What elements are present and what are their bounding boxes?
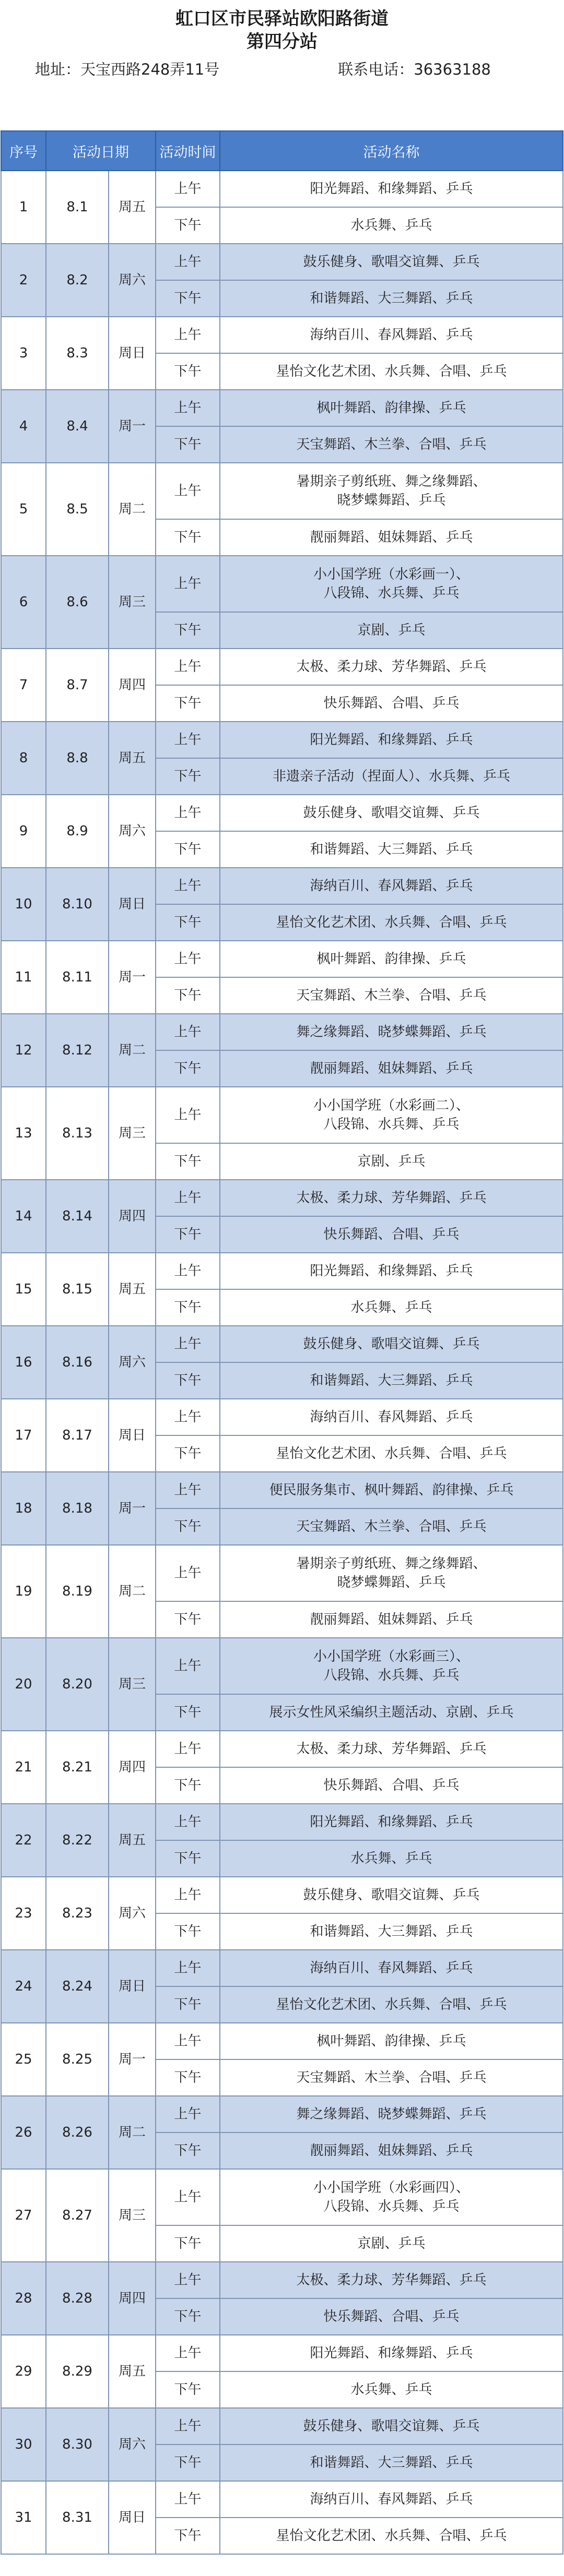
activity-am: 阳光舞蹈、和缘舞蹈、乒乓: [220, 171, 563, 207]
table-row: [1, 1472, 563, 1508]
table-row: [1, 1253, 563, 1289]
table-row: [1, 1877, 563, 1913]
time-pm: 下午: [156, 1050, 220, 1087]
activity-pm: 靓丽舞蹈、姐妹舞蹈、乒乓: [220, 1050, 563, 1087]
row-weekday: 周五: [109, 1804, 156, 1877]
activity-am: 舞之缘舞蹈、晓梦蝶舞蹈、乒乓: [220, 2096, 563, 2132]
time-pm: 下午: [156, 1986, 220, 2023]
row-number: 20: [1, 1638, 46, 1731]
activity-am: 阳光舞蹈、和缘舞蹈、乒乓: [220, 1253, 563, 1289]
activity-am: 舞之缘舞蹈、晓梦蝶舞蹈、乒乓: [220, 1014, 563, 1050]
table-row: [1, 390, 563, 426]
row-number: 3: [1, 317, 46, 390]
row-weekday: 周一: [109, 390, 156, 463]
time-pm: 下午: [156, 1216, 220, 1253]
row-date: 8.16: [46, 1326, 109, 1399]
row-number: 27: [1, 2169, 46, 2262]
activity-pm: 京剧、乒乓: [220, 1143, 563, 1180]
row-weekday: 周日: [109, 868, 156, 941]
row-weekday: 周四: [109, 1180, 156, 1253]
activity-am: 暑期亲子剪纸班、舞之缘舞蹈、 晓梦蝶舞蹈、乒乓: [220, 1545, 563, 1601]
row-date: 8.27: [46, 2169, 109, 2262]
row-date: 8.31: [46, 2481, 109, 2554]
table-row: [1, 1087, 563, 1143]
row-date: 8.22: [46, 1804, 109, 1877]
time-am: 上午: [156, 1399, 220, 1435]
activity-am: 海纳百川、春风舞蹈、乒乓: [220, 2481, 563, 2518]
row-weekday: 周一: [109, 2023, 156, 2096]
activity-am: 便民服务集市、枫叶舞蹈、韵律操、乒乓: [220, 1472, 563, 1508]
row-date: 8.10: [46, 868, 109, 941]
table-row: [1, 2262, 563, 2298]
row-date: 8.15: [46, 1253, 109, 1326]
time-am: 上午: [156, 1472, 220, 1508]
activity-pm: 靓丽舞蹈、姐妹舞蹈、乒乓: [220, 1601, 563, 1638]
row-date: 8.18: [46, 1472, 109, 1545]
row-weekday: 周二: [109, 463, 156, 556]
activity-am: 暑期亲子剪纸班、舞之缘舞蹈、 晓梦蝶舞蹈、乒乓: [220, 463, 563, 519]
row-date: 8.25: [46, 2023, 109, 2096]
row-date: 8.13: [46, 1087, 109, 1180]
table-row: [1, 1326, 563, 1362]
table-row: [1, 2335, 563, 2371]
activity-pm: 水兵舞、乒乓: [220, 1840, 563, 1877]
activity-pm: 京剧、乒乓: [220, 2225, 563, 2262]
table-row: [1, 941, 563, 977]
table-row: [1, 2096, 563, 2132]
time-am: 上午: [156, 1253, 220, 1289]
time-am: 上午: [156, 722, 220, 758]
time-pm: 下午: [156, 612, 220, 649]
time-pm: 下午: [156, 1508, 220, 1545]
time-am: 上午: [156, 463, 220, 519]
row-number: 5: [1, 463, 46, 556]
schedule-table: [1, 130, 563, 2555]
activity-am: 枫叶舞蹈、韵律操、乒乓: [220, 390, 563, 426]
time-am: 上午: [156, 2169, 220, 2225]
row-weekday: 周日: [109, 317, 156, 390]
activity-pm: 和谐舞蹈、大三舞蹈、乒乓: [220, 831, 563, 868]
row-date: 8.2: [46, 244, 109, 317]
time-pm: 下午: [156, 2371, 220, 2408]
row-weekday: 周六: [109, 244, 156, 317]
activity-pm: 水兵舞、乒乓: [220, 2371, 563, 2408]
time-am: 上午: [156, 2408, 220, 2445]
row-date: 8.30: [46, 2408, 109, 2481]
table-row: [1, 1180, 563, 1216]
row-weekday: 周五: [109, 1253, 156, 1326]
activity-am: 鼓乐健身、歌唱交谊舞、乒乓: [220, 244, 563, 280]
row-weekday: 周三: [109, 1087, 156, 1180]
address-text: 地址：天宝西路248弄11号: [35, 60, 220, 78]
table-row: [1, 795, 563, 831]
row-number: 7: [1, 649, 46, 722]
row-weekday: 周五: [109, 2335, 156, 2408]
row-date: 8.24: [46, 1950, 109, 2023]
row-date: 8.12: [46, 1014, 109, 1087]
activity-pm: 天宝舞蹈、木兰拳、合唱、乒乓: [220, 2059, 563, 2096]
row-number: 25: [1, 2023, 46, 2096]
activity-pm: 靓丽舞蹈、姐妹舞蹈、乒乓: [220, 519, 563, 556]
row-date: 8.28: [46, 2262, 109, 2335]
activity-am: 枫叶舞蹈、韵律操、乒乓: [220, 2023, 563, 2059]
header-no: 序号: [1, 131, 46, 171]
time-am: 上午: [156, 1731, 220, 1767]
time-am: 上午: [156, 649, 220, 685]
row-number: 18: [1, 1472, 46, 1545]
row-number: 9: [1, 795, 46, 868]
row-date: 8.14: [46, 1180, 109, 1253]
activity-pm: 和谐舞蹈、大三舞蹈、乒乓: [220, 1362, 563, 1399]
row-weekday: 周二: [109, 2096, 156, 2169]
activity-am: 太极、柔力球、芳华舞蹈、乒乓: [220, 649, 563, 685]
activity-am: 海纳百川、春风舞蹈、乒乓: [220, 1950, 563, 1986]
title-line-1: 虹口区市民驿站欧阳路街道: [175, 8, 389, 29]
activity-pm: 天宝舞蹈、木兰拳、合唱、乒乓: [220, 426, 563, 463]
activity-am: 太极、柔力球、芳华舞蹈、乒乓: [220, 1180, 563, 1216]
time-pm: 下午: [156, 2518, 220, 2554]
row-weekday: 周四: [109, 2262, 156, 2335]
row-date: 8.1: [46, 171, 109, 244]
time-pm: 下午: [156, 2059, 220, 2096]
row-weekday: 周六: [109, 1877, 156, 1950]
row-date: 8.19: [46, 1545, 109, 1638]
row-weekday: 周六: [109, 2408, 156, 2481]
time-am: 上午: [156, 390, 220, 426]
time-am: 上午: [156, 941, 220, 977]
row-weekday: 周四: [109, 1731, 156, 1804]
time-am: 上午: [156, 1877, 220, 1913]
row-number: 13: [1, 1087, 46, 1180]
time-am: 上午: [156, 1545, 220, 1601]
activity-am: 鼓乐健身、歌唱交谊舞、乒乓: [220, 2408, 563, 2445]
time-am: 上午: [156, 1326, 220, 1362]
activity-am: 海纳百川、春风舞蹈、乒乓: [220, 317, 563, 353]
time-pm: 下午: [156, 519, 220, 556]
table-row: [1, 2408, 563, 2445]
row-number: 6: [1, 556, 46, 649]
row-date: 8.3: [46, 317, 109, 390]
activity-am: 太极、柔力球、芳华舞蹈、乒乓: [220, 1731, 563, 1767]
time-am: 上午: [156, 1950, 220, 1986]
time-pm: 下午: [156, 1362, 220, 1399]
activity-am: 阳光舞蹈、和缘舞蹈、乒乓: [220, 1804, 563, 1840]
time-am: 上午: [156, 2262, 220, 2298]
row-number: 1: [1, 171, 46, 244]
time-am: 上午: [156, 2335, 220, 2371]
table-row: [1, 649, 563, 685]
table-row: [1, 463, 563, 519]
row-weekday: 周四: [109, 649, 156, 722]
activity-am: 阳光舞蹈、和缘舞蹈、乒乓: [220, 722, 563, 758]
row-weekday: 周二: [109, 1545, 156, 1638]
row-weekday: 周六: [109, 1326, 156, 1399]
info-line: [0, 53, 564, 83]
row-date: 8.29: [46, 2335, 109, 2408]
time-pm: 下午: [156, 1435, 220, 1472]
row-weekday: 周日: [109, 1399, 156, 1472]
row-date: 8.8: [46, 722, 109, 795]
time-pm: 下午: [156, 207, 220, 244]
table-row: [1, 556, 563, 612]
row-number: 29: [1, 2335, 46, 2408]
table-row: [1, 1399, 563, 1435]
time-am: 上午: [156, 317, 220, 353]
row-date: 8.23: [46, 1877, 109, 1950]
row-date: 8.11: [46, 941, 109, 1014]
table-row: [1, 317, 563, 353]
table-row: [1, 722, 563, 758]
table-row: [1, 1545, 563, 1601]
time-am: 上午: [156, 795, 220, 831]
time-pm: 下午: [156, 1694, 220, 1731]
row-weekday: 周六: [109, 795, 156, 868]
row-number: 2: [1, 244, 46, 317]
time-am: 上午: [156, 1638, 220, 1694]
schedule-body: [1, 171, 563, 2554]
activity-am: 小小国学班（水彩画二）、 八段锦、水兵舞、乒乓: [220, 1087, 563, 1143]
activity-am: 鼓乐健身、歌唱交谊舞、乒乓: [220, 1326, 563, 1362]
time-pm: 下午: [156, 280, 220, 317]
time-am: 上午: [156, 244, 220, 280]
time-pm: 下午: [156, 2132, 220, 2169]
table-row: [1, 2481, 563, 2518]
time-pm: 下午: [156, 1143, 220, 1180]
row-date: 8.4: [46, 390, 109, 463]
row-number: 21: [1, 1731, 46, 1804]
activity-pm: 展示女性风采编织主题活动、京剧、乒乓: [220, 1694, 563, 1731]
activity-pm: 和谐舞蹈、大三舞蹈、乒乓: [220, 280, 563, 317]
activity-am: 小小国学班（水彩画三）、 八段锦、水兵舞、乒乓: [220, 1638, 563, 1694]
row-weekday: 周一: [109, 1472, 156, 1545]
time-pm: 下午: [156, 758, 220, 795]
row-date: 8.21: [46, 1731, 109, 1804]
time-am: 上午: [156, 171, 220, 207]
time-pm: 下午: [156, 2225, 220, 2262]
time-am: 上午: [156, 1014, 220, 1050]
activity-pm: 京剧、乒乓: [220, 612, 563, 649]
row-number: 16: [1, 1326, 46, 1399]
activity-pm: 天宝舞蹈、木兰拳、合唱、乒乓: [220, 1508, 563, 1545]
time-pm: 下午: [156, 1913, 220, 1950]
table-row: [1, 1014, 563, 1050]
activity-pm: 非遗亲子活动（捏面人）、水兵舞、乒乓: [220, 758, 563, 795]
row-weekday: 周三: [109, 2169, 156, 2262]
table-row: [1, 1638, 563, 1694]
header-date: 活动日期: [46, 131, 156, 171]
row-date: 8.20: [46, 1638, 109, 1731]
time-am: 上午: [156, 2481, 220, 2518]
activity-pm: 和谐舞蹈、大三舞蹈、乒乓: [220, 2445, 563, 2481]
time-am: 上午: [156, 1087, 220, 1143]
activity-pm: 水兵舞、乒乓: [220, 1289, 563, 1326]
time-pm: 下午: [156, 353, 220, 390]
activity-pm: 和谐舞蹈、大三舞蹈、乒乓: [220, 1913, 563, 1950]
time-pm: 下午: [156, 1840, 220, 1877]
row-weekday: 周三: [109, 556, 156, 649]
activity-am: 海纳百川、春风舞蹈、乒乓: [220, 868, 563, 904]
table-row: [1, 1731, 563, 1767]
row-number: 10: [1, 868, 46, 941]
time-am: 上午: [156, 2023, 220, 2059]
header-time: 活动时间: [156, 131, 220, 171]
row-number: 31: [1, 2481, 46, 2554]
row-number: 15: [1, 1253, 46, 1326]
table-row: [1, 171, 563, 207]
row-number: 12: [1, 1014, 46, 1087]
row-number: 28: [1, 2262, 46, 2335]
activity-am: 小小国学班（水彩画一）、 八段锦、水兵舞、乒乓: [220, 556, 563, 612]
activity-am: 小小国学班（水彩画四）、 八段锦、水兵舞、乒乓: [220, 2169, 563, 2225]
time-pm: 下午: [156, 426, 220, 463]
activity-pm: 天宝舞蹈、木兰拳、合唱、乒乓: [220, 977, 563, 1014]
row-weekday: 周二: [109, 1014, 156, 1087]
row-number: 8: [1, 722, 46, 795]
row-weekday: 周日: [109, 1950, 156, 2023]
row-date: 8.6: [46, 556, 109, 649]
activity-pm: 快乐舞蹈、合唱、乒乓: [220, 2298, 563, 2335]
row-number: 11: [1, 941, 46, 1014]
time-am: 上午: [156, 1804, 220, 1840]
activity-am: 太极、柔力球、芳华舞蹈、乒乓: [220, 2262, 563, 2298]
title-line-2: 第四分站: [246, 31, 318, 52]
activity-pm: 星怡文化艺术团、水兵舞、合唱、乒乓: [220, 2518, 563, 2554]
table-row: [1, 868, 563, 904]
row-weekday: 周三: [109, 1638, 156, 1731]
time-pm: 下午: [156, 685, 220, 722]
activity-pm: 靓丽舞蹈、姐妹舞蹈、乒乓: [220, 2132, 563, 2169]
row-date: 8.7: [46, 649, 109, 722]
time-pm: 下午: [156, 831, 220, 868]
row-date: 8.5: [46, 463, 109, 556]
time-pm: 下午: [156, 1767, 220, 1804]
activity-pm: 星怡文化艺术团、水兵舞、合唱、乒乓: [220, 904, 563, 941]
row-number: 30: [1, 2408, 46, 2481]
activity-pm: 快乐舞蹈、合唱、乒乓: [220, 685, 563, 722]
activity-pm: 星怡文化艺术团、水兵舞、合唱、乒乓: [220, 1986, 563, 2023]
table-row: [1, 2169, 563, 2225]
time-pm: 下午: [156, 904, 220, 941]
table-header-row: [1, 131, 563, 171]
row-weekday: 周五: [109, 171, 156, 244]
activity-pm: 快乐舞蹈、合唱、乒乓: [220, 1216, 563, 1253]
time-pm: 下午: [156, 1601, 220, 1638]
time-am: 上午: [156, 2096, 220, 2132]
time-pm: 下午: [156, 977, 220, 1014]
row-number: 14: [1, 1180, 46, 1253]
row-number: 17: [1, 1399, 46, 1472]
row-number: 24: [1, 1950, 46, 2023]
time-am: 上午: [156, 868, 220, 904]
table-row: [1, 2023, 563, 2059]
activity-am: 枫叶舞蹈、韵律操、乒乓: [220, 941, 563, 977]
row-weekday: 周五: [109, 722, 156, 795]
row-weekday: 周日: [109, 2481, 156, 2554]
row-number: 23: [1, 1877, 46, 1950]
activity-am: 阳光舞蹈、和缘舞蹈、乒乓: [220, 2335, 563, 2371]
row-number: 26: [1, 2096, 46, 2169]
activity-am: 鼓乐健身、歌唱交谊舞、乒乓: [220, 795, 563, 831]
time-pm: 下午: [156, 2298, 220, 2335]
page-header: [0, 0, 564, 83]
activity-pm: 水兵舞、乒乓: [220, 207, 563, 244]
header-activity: 活动名称: [220, 131, 563, 171]
table-row: [1, 1950, 563, 1986]
row-date: 8.26: [46, 2096, 109, 2169]
activity-am: 海纳百川、春风舞蹈、乒乓: [220, 1399, 563, 1435]
phone-text: 联系电话：36363188: [338, 60, 491, 78]
table-row: [1, 1804, 563, 1840]
table-row: [1, 244, 563, 280]
time-pm: 下午: [156, 2445, 220, 2481]
time-pm: 下午: [156, 1289, 220, 1326]
time-am: 上午: [156, 1180, 220, 1216]
row-weekday: 周一: [109, 941, 156, 1014]
row-number: 22: [1, 1804, 46, 1877]
activity-am: 鼓乐健身、歌唱交谊舞、乒乓: [220, 1877, 563, 1913]
row-date: 8.9: [46, 795, 109, 868]
time-am: 上午: [156, 556, 220, 612]
activity-pm: 星怡文化艺术团、水兵舞、合唱、乒乓: [220, 353, 563, 390]
page-title: [0, 0, 564, 53]
row-date: 8.17: [46, 1399, 109, 1472]
activity-pm: 快乐舞蹈、合唱、乒乓: [220, 1767, 563, 1804]
activity-pm: 星怡文化艺术团、水兵舞、合唱、乒乓: [220, 1435, 563, 1472]
row-number: 19: [1, 1545, 46, 1638]
row-number: 4: [1, 390, 46, 463]
